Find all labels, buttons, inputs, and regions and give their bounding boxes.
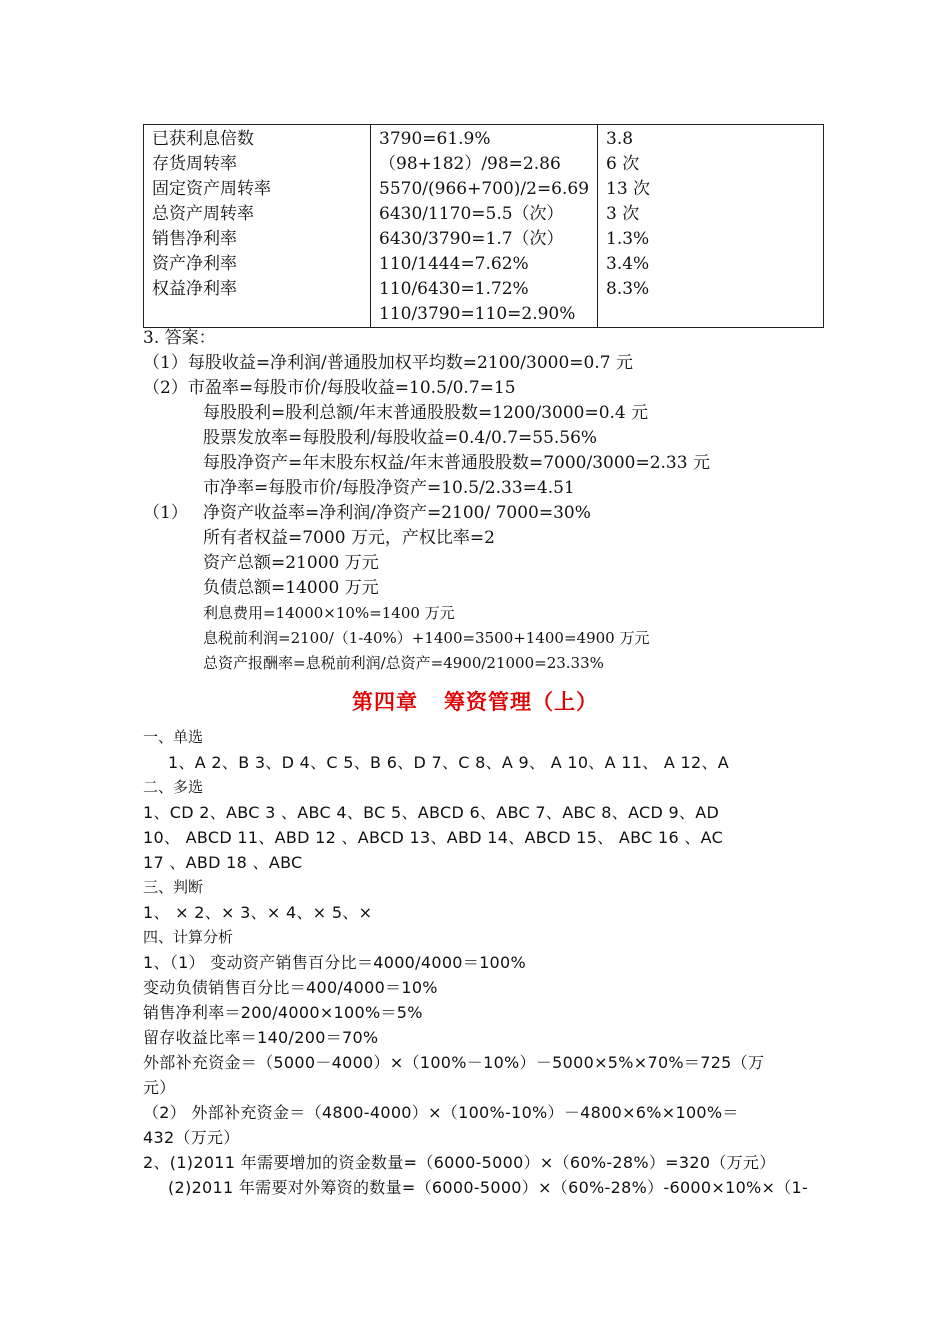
industry-value: 13 次 — [606, 179, 651, 199]
ratio-name: 资产净利率 — [152, 254, 237, 274]
ratio-calc: 3790=61.9% — [379, 129, 491, 149]
answer-number: （1） — [143, 503, 188, 523]
ratio-calc: 110/6430=1.72% — [379, 279, 529, 299]
calc-line: 变动负债销售百分比＝400/4000＝10% — [143, 978, 438, 997]
answer-line: 资产总额=21000 万元 — [203, 553, 379, 573]
chapter-name: 筹资管理（上） — [444, 690, 598, 714]
industry-value: 3.4% — [606, 254, 650, 274]
answer-line: 每股股利=股利总额/年末普通股股数=1200/3000=0.4 元 — [203, 403, 649, 423]
ratio-name: 总资产周转率 — [152, 204, 254, 224]
ratio-name: 固定资产周转率 — [152, 179, 271, 199]
section-heading: 三、判断 — [143, 878, 204, 896]
answer-line: 每股净资产=年末股东权益/年末普通股股数=7000/3000=2.33 元 — [203, 453, 710, 473]
calc-line: 留存收益比率＝140/200＝70% — [143, 1028, 379, 1047]
answer-row: 1、A 2、B 3、D 4、C 5、B 6、D 7、C 8、A 9、 A 10、A 11、 A 12、A — [168, 753, 730, 772]
section-heading: 四、计算分析 — [143, 928, 234, 946]
answer-line: 股票发放率=每股股利/每股收益=0.4/0.7=55.56% — [203, 428, 598, 448]
chapter-title — [0, 686, 950, 716]
ratio-name-column — [144, 125, 371, 328]
calc-line: 销售净利率＝200/4000×100%＝5% — [143, 1003, 423, 1022]
calc-line: 元） — [143, 1078, 176, 1097]
answer-line: 净资产收益率=净利润/净资产=2100/ 7000=30% — [203, 503, 591, 523]
calc-line: （2） 外部补充资金＝（4800-4000）×（100%-10%）－4800×6%×100%＝ — [143, 1103, 739, 1122]
ratio-calc-column — [371, 125, 598, 328]
answer-row: 17 、ABD 18 、ABC — [143, 853, 303, 872]
ratio-calc: （98+182）/98=2.86 — [379, 154, 561, 174]
answer-line: 市净率=每股市价/每股净资产=10.5/2.33=4.51 — [203, 478, 575, 498]
answer-line: 息税前利润=2100/（1-40%）+1400=3500+1400=4900 万元 — [203, 629, 650, 647]
calc-line: 外部补充资金＝（5000－4000）×（100%－10%）－5000×5%×70%＝725（万 — [143, 1053, 765, 1072]
answer-row: 1、 × 2、× 3、× 4、× 5、× — [143, 903, 373, 922]
calc-line: 432（万元） — [143, 1128, 240, 1147]
industry-value: 6 次 — [606, 154, 640, 174]
ratio-name: 权益净利率 — [152, 279, 237, 299]
calc-line: 2、(1)2011 年需要增加的资金数量=（6000-5000）×（60%-28%）=320（万元） — [143, 1153, 776, 1172]
industry-value: 3 次 — [606, 204, 640, 224]
answer-line: 利息费用=14000×10%=1400 万元 — [203, 604, 455, 622]
answer-line: 负债总额=14000 万元 — [203, 578, 379, 598]
section-heading: 一、单选 — [143, 728, 204, 746]
answer-row: 10、 ABCD 11、ABD 12 、ABCD 13、ABD 14、ABCD 15、 ABC 16 、AC — [143, 828, 724, 847]
ratio-calc: 6430/1170=5.5（次） — [379, 204, 564, 224]
answer-row: 1、CD 2、ABC 3 、ABC 4、BC 5、ABCD 6、ABC 7、ABC 8、ACD 9、AD — [143, 803, 720, 822]
industry-value: 8.3% — [606, 279, 650, 299]
ratio-calc: 5570/(966+700)/2=6.69 — [379, 179, 590, 199]
industry-value: 3.8 — [606, 129, 634, 149]
industry-value: 1.3% — [606, 229, 650, 249]
section-heading: 二、多选 — [143, 778, 204, 796]
answer-line: （2）市盈率=每股市价/每股收益=10.5/0.7=15 — [143, 378, 516, 398]
financial-ratio-table — [143, 124, 824, 328]
answer-line: （1）每股收益=净利润/普通股加权平均数=2100/3000=0.7 元 — [143, 353, 633, 373]
ratio-name: 存货周转率 — [152, 154, 237, 174]
answer-line: 总资产报酬率=息税前利润/总资产=4900/21000=23.33% — [203, 654, 604, 672]
ratio-name: 销售净利率 — [152, 229, 237, 249]
industry-avg-column — [598, 125, 824, 328]
chapter-number: 第四章 — [352, 690, 418, 714]
ratio-calc: 6430/3790=1.7（次） — [379, 229, 564, 249]
answer-line: 所有者权益=7000 万元，产权比率=2 — [203, 528, 495, 548]
calc-line: (2)2011 年需要对外筹资的数量=（6000-5000）×（60%-28%）-6000×10%×（1- — [168, 1178, 809, 1197]
ratio-calc: 110/3790=110=2.90% — [379, 304, 576, 324]
ratio-calc: 110/1444=7.62% — [379, 254, 529, 274]
ratio-name: 已获利息倍数 — [152, 129, 254, 149]
answer-heading: 3. 答案： — [143, 328, 216, 348]
calc-line: 1、（1） 变动资产销售百分比＝4000/4000＝100% — [143, 953, 527, 972]
